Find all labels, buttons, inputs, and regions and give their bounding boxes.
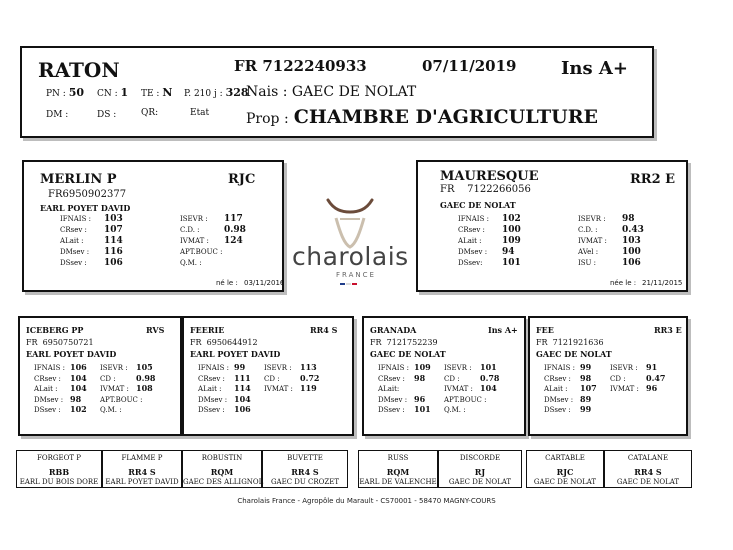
flag-blue	[340, 283, 345, 285]
prop-label: Prop :	[246, 111, 289, 127]
great-grandparent-name: FLAMME P	[121, 454, 163, 462]
stat-value: 108	[136, 383, 153, 393]
stat-row	[610, 373, 665, 383]
stat-row	[544, 362, 591, 372]
stat-label: IFNAIS :	[34, 364, 65, 372]
stat-value: 0.47	[646, 372, 666, 383]
stat-row	[34, 404, 87, 414]
great-grandparent-owner: EARL DE VALENCHE	[359, 478, 437, 486]
stat-label: IVMAT :	[180, 237, 209, 245]
great-grandparents-group	[16, 450, 348, 488]
grandparent-card	[18, 316, 182, 436]
sire-card	[22, 160, 284, 292]
stat-value: 116	[104, 247, 123, 257]
great-grandparent-cell	[604, 450, 692, 488]
stat-row	[544, 404, 591, 414]
animal-id: FR 7122240933	[234, 57, 367, 75]
stat-row	[578, 247, 641, 257]
stat-value: 107	[104, 225, 123, 235]
stat-value: 0.78	[480, 372, 500, 383]
grandparent-card	[528, 316, 688, 436]
nais-value: GAEC DE NOLAT	[291, 84, 417, 100]
stat-label: IVMAT :	[264, 385, 293, 393]
stat-value: 99	[580, 404, 592, 414]
stat-value: 107	[580, 383, 597, 393]
grandparent-name: FEE	[536, 325, 554, 335]
grandparent-breeder: GAEC DE NOLAT	[536, 349, 612, 359]
stat-label: CRsev :	[60, 226, 87, 234]
stat-row	[578, 236, 641, 246]
flag-red	[352, 283, 357, 285]
animal-header-card	[20, 46, 654, 138]
dam-name: MAURESQUE	[440, 169, 539, 184]
nais-field	[246, 84, 416, 100]
great-grandparent-grade: RJC	[556, 467, 574, 477]
stat-row	[444, 404, 480, 414]
great-grandparent-cell	[102, 450, 182, 488]
stat-value: 103	[104, 214, 123, 224]
stat-label: DMsev :	[198, 395, 228, 404]
stat-label: CD :	[264, 374, 280, 383]
sire-name: MERLIN P	[40, 172, 117, 187]
p210-value: 328	[225, 86, 249, 99]
stat-label: AVel :	[578, 248, 599, 256]
qr-label: QR:	[141, 108, 159, 118]
stat-label: CD :	[610, 374, 626, 383]
stat-value: 103	[622, 236, 641, 246]
great-grandparent-name: DISCORDE	[459, 454, 501, 462]
stat-label: CRsev :	[378, 374, 405, 383]
stat-row	[34, 373, 87, 383]
animal-name: RATON	[38, 58, 120, 82]
stat-row	[610, 383, 657, 393]
cn-value: 1	[120, 86, 129, 99]
stat-value: 104	[70, 383, 87, 393]
stat-label: IVMAT :	[100, 385, 129, 393]
cn-field	[97, 86, 128, 99]
stat-row	[60, 225, 123, 235]
stat-label: DMsev :	[60, 248, 90, 256]
stat-value: 96	[414, 393, 426, 404]
grandparent-card	[362, 316, 526, 436]
stat-value: 114	[104, 236, 123, 246]
stat-value: 104	[234, 393, 251, 404]
stat-label: ALait :	[198, 385, 222, 393]
dm-label: DM :	[46, 110, 69, 120]
stat-row	[444, 383, 497, 393]
stat-label: ALait :	[60, 237, 84, 245]
great-grandparents-group	[358, 450, 522, 488]
stat-row	[180, 236, 243, 246]
stat-label: DMsev :	[378, 395, 408, 404]
great-grandparent-owner: GAEC DE NOLAT	[448, 478, 512, 486]
great-grandparent-grade: RR4 S	[128, 467, 156, 477]
great-grandparent-owner: EARL DU BOIS DORE	[19, 478, 99, 486]
stat-label: CD :	[444, 374, 460, 383]
logo-subtitle: FRANCE	[336, 271, 376, 279]
te-field	[141, 86, 172, 99]
ds-label: DS :	[97, 110, 117, 120]
logo-wordmark: charolais	[292, 242, 409, 271]
stat-label: ISEVR :	[180, 215, 208, 223]
stat-label: ISEVR :	[100, 364, 128, 372]
stat-row	[378, 362, 431, 372]
sire-grade: RJC	[228, 172, 256, 187]
stat-label: CRsev :	[544, 374, 571, 383]
grandparent-grade: RR3 E	[654, 325, 682, 335]
stat-value: 99	[234, 362, 246, 372]
grandparent-breeder: GAEC DE NOLAT	[370, 349, 446, 359]
great-grandparent-cell	[358, 450, 438, 488]
stat-value: 109	[502, 236, 521, 246]
stat-label: APT.BOUC :	[100, 395, 143, 404]
stat-label: ALait :	[458, 237, 482, 245]
stat-row	[578, 258, 641, 268]
stat-row	[100, 404, 136, 414]
grandparent-grade: RR4 S	[310, 325, 338, 335]
stat-label: DMsev :	[458, 248, 488, 256]
stat-value: 100	[502, 225, 521, 235]
great-grandparent-owner: GAEC DU CROZET	[270, 478, 340, 486]
dam-born-label: née le :	[610, 279, 637, 287]
stat-value: 0.72	[300, 372, 320, 383]
stat-label: CRsev :	[198, 374, 225, 383]
te-value: N	[162, 86, 173, 99]
stat-row	[610, 362, 657, 372]
stat-value: 109	[414, 362, 431, 372]
pn-value: 50	[68, 86, 85, 99]
great-grandparent-cell	[526, 450, 604, 488]
sire-breeder: EARL POYET DAVID	[40, 203, 131, 213]
sire-born-date: 03/11/2016	[244, 279, 285, 287]
great-grandparent-owner: GAEC DE NOLAT	[533, 478, 597, 486]
stat-label: DSsev :	[60, 259, 87, 267]
stat-row	[444, 373, 499, 383]
stat-value: 106	[104, 258, 123, 268]
stat-label: IFNAIS :	[60, 215, 91, 223]
stat-row	[180, 258, 224, 268]
stat-value: 98	[70, 393, 82, 404]
great-grandparent-grade: RJ	[474, 467, 486, 477]
stat-value: 106	[622, 258, 641, 268]
grandparent-id: FR 6950750721	[26, 338, 94, 347]
stat-row	[60, 247, 123, 257]
grandparent-grade: Ins A+	[488, 325, 518, 335]
great-grandparent-grade: RR4 S	[291, 467, 319, 477]
stat-row	[100, 362, 153, 372]
stat-value: 119	[300, 383, 317, 393]
stat-value: 100	[622, 247, 641, 257]
great-grandparent-name: BUVETTE	[287, 454, 323, 462]
stat-label: ISEVR :	[578, 215, 606, 223]
charolais-logo	[288, 192, 412, 292]
stat-label: DMsev :	[34, 395, 64, 404]
stat-row	[458, 214, 521, 224]
grandparent-id: FR 7121921636	[536, 338, 604, 347]
stat-row	[264, 394, 300, 404]
dam-id: FR 7122266056	[440, 184, 531, 195]
stat-row	[264, 373, 319, 383]
stat-row	[198, 362, 245, 372]
grandparent-card	[182, 316, 354, 436]
stat-row	[180, 225, 246, 235]
stat-value: 111	[234, 372, 251, 383]
great-grandparent-cell	[262, 450, 348, 488]
great-grandparents-group	[526, 450, 692, 488]
stat-row	[60, 236, 123, 246]
great-grandparent-owner: EARL POYET DAVID	[105, 478, 179, 486]
grandparent-id: FR 7121752239	[370, 338, 438, 347]
stat-value: 104	[480, 383, 497, 393]
stat-value: 89	[580, 393, 592, 404]
stat-label: DSsev :	[378, 406, 405, 414]
stat-row	[100, 373, 155, 383]
stat-label: Q.M. :	[444, 406, 466, 414]
stat-value: 99	[580, 362, 592, 372]
stat-label: CRsev :	[458, 226, 485, 234]
great-grandparent-grade: RQM	[210, 467, 234, 477]
stat-row	[264, 404, 300, 414]
stat-row	[100, 383, 153, 393]
stat-value: 124	[224, 236, 243, 246]
stat-label: DSsev :	[198, 406, 225, 414]
grandparent-breeder: EARL POYET DAVID	[26, 349, 117, 359]
animal-date: 07/11/2019	[422, 57, 517, 75]
stat-label: APT.BOUC :	[180, 248, 223, 256]
stat-value: 101	[480, 362, 497, 372]
grandparent-name: GRANADA	[370, 325, 417, 335]
stat-value: 91	[646, 362, 658, 372]
prop-value: CHAMBRE D'AGRICULTURE	[293, 106, 598, 128]
stat-row	[60, 258, 123, 268]
stat-label: IVMAT :	[444, 385, 473, 393]
stat-label: IVMAT :	[610, 385, 639, 393]
stat-row	[578, 225, 644, 235]
p210-label: P. 210 j :	[184, 89, 223, 99]
stat-value: 0.43	[622, 225, 644, 235]
great-grandparent-grade: RR4 S	[634, 467, 662, 477]
stat-row	[610, 394, 646, 404]
stat-value: 114	[234, 383, 251, 393]
grandparent-name: FEERIE	[190, 325, 225, 335]
stat-row	[458, 258, 521, 268]
stat-value: 98	[580, 372, 592, 383]
great-grandparent-name: CARTABLE	[545, 454, 585, 462]
sire-born-label: né le :	[216, 279, 238, 287]
stat-label: IFNAIS :	[198, 364, 229, 372]
stat-value: 98	[414, 372, 426, 383]
stat-label: IFNAIS :	[544, 364, 575, 372]
stat-value: 113	[300, 362, 317, 372]
stat-label: Q.M. :	[100, 406, 122, 414]
dam-born-date: 21/11/2015	[642, 279, 683, 287]
stat-label: DSsev :	[34, 406, 61, 414]
stat-row	[610, 404, 646, 414]
stat-value: 98	[622, 214, 635, 224]
stat-label: C.D. :	[180, 226, 200, 234]
great-grandparent-cell	[16, 450, 102, 488]
stat-value: 106	[70, 362, 87, 372]
stat-row	[100, 394, 143, 404]
great-grandparent-owner: GAEC DES ALLIGNOL	[183, 478, 264, 486]
animal-grade: Ins A+	[561, 58, 628, 79]
stat-row	[378, 394, 425, 404]
dam-breeder: GAEC DE NOLAT	[440, 200, 516, 210]
grandparent-id: FR 6950644912	[190, 338, 258, 347]
stat-value: 0.98	[136, 372, 156, 383]
stat-label: DSsev:	[458, 259, 483, 267]
stat-value: 102	[502, 214, 521, 224]
stat-label: CRsev :	[34, 374, 61, 383]
stat-row	[34, 362, 87, 372]
stat-label: Q.M. :	[180, 259, 202, 267]
stat-label: ALait :	[544, 385, 568, 393]
stat-row	[444, 362, 497, 372]
grandparent-breeder: EARL POYET DAVID	[190, 349, 281, 359]
stat-row	[544, 373, 591, 383]
stat-label: CD :	[100, 374, 116, 383]
great-grandparent-grade: RBB	[48, 467, 70, 477]
stat-row	[458, 236, 521, 246]
great-grandparent-cell	[182, 450, 262, 488]
stat-label: DMsev :	[544, 395, 574, 404]
pn-label: PN :	[46, 89, 66, 99]
stat-row	[378, 383, 414, 393]
stat-row	[60, 214, 123, 224]
stat-value: 101	[502, 258, 521, 268]
cn-label: CN :	[97, 89, 118, 99]
grandparent-grade: RVS	[146, 325, 165, 335]
stat-label: APT.BOUC :	[444, 395, 487, 404]
dam-card	[416, 160, 688, 292]
pn-field	[46, 86, 84, 99]
stat-value: 102	[70, 404, 87, 414]
stat-label: ISEVR :	[610, 364, 638, 372]
stat-label: IVMAT :	[578, 237, 607, 245]
stat-row	[180, 214, 243, 224]
stat-row	[378, 404, 431, 414]
stat-label: ALait:	[378, 385, 400, 393]
te-label: TE :	[141, 89, 160, 99]
stat-row	[34, 383, 87, 393]
footer-address: Charolais France - Agropôle du Marault - CS70001 - 58470 MAGNY-COURS	[237, 497, 496, 505]
stat-label: IFNAIS :	[458, 215, 489, 223]
sire-id: FR6950902377	[48, 189, 127, 200]
dam-grade: RR2 E	[630, 172, 676, 187]
nais-label: Nais :	[246, 84, 288, 100]
etat-label: Etat	[190, 108, 210, 118]
great-grandparent-name: FORGEOT P	[37, 454, 81, 462]
stat-row	[578, 214, 635, 224]
stat-value: 104	[70, 372, 87, 383]
stat-row	[544, 383, 597, 393]
stat-value: 0.98	[224, 225, 246, 235]
great-grandparent-owner: GAEC DE NOLAT	[616, 478, 680, 486]
p210-field	[184, 86, 249, 99]
stat-row	[458, 247, 515, 257]
stat-row	[198, 404, 251, 414]
stat-label: ALait :	[34, 385, 58, 393]
stat-value: 117	[224, 214, 243, 224]
great-grandparent-name: CATALANE	[627, 454, 669, 462]
stat-label: DSsev :	[544, 406, 571, 414]
stat-row	[198, 394, 251, 404]
stat-row	[198, 383, 251, 393]
stat-value: 101	[414, 404, 431, 414]
stat-value: 94	[502, 247, 515, 257]
great-grandparent-grade: RQM	[386, 467, 410, 477]
stat-row	[264, 383, 317, 393]
great-grandparent-cell	[438, 450, 522, 488]
stat-row	[458, 225, 521, 235]
prop-field	[246, 106, 598, 128]
stat-row	[180, 247, 224, 257]
stat-value: 105	[136, 362, 153, 372]
stat-label: ISEVR :	[264, 364, 292, 372]
great-grandparent-name: RUSS	[387, 454, 409, 462]
stat-value: 106	[234, 404, 251, 414]
stat-row	[264, 362, 317, 372]
stat-row	[198, 373, 251, 383]
flag-white	[346, 283, 351, 285]
stat-row	[378, 373, 425, 383]
stat-value: 96	[646, 383, 658, 393]
great-grandparent-name: ROBUSTIN	[201, 454, 243, 462]
grandparent-name: ICEBERG PP	[26, 325, 84, 335]
stat-row	[544, 394, 591, 404]
stat-label: ISU :	[578, 259, 597, 267]
stat-label: C.D. :	[578, 226, 598, 234]
stat-label: IFNAIS :	[378, 364, 409, 372]
stat-label: ISEVR :	[444, 364, 472, 372]
stat-row	[34, 394, 81, 404]
stat-row	[444, 394, 487, 404]
